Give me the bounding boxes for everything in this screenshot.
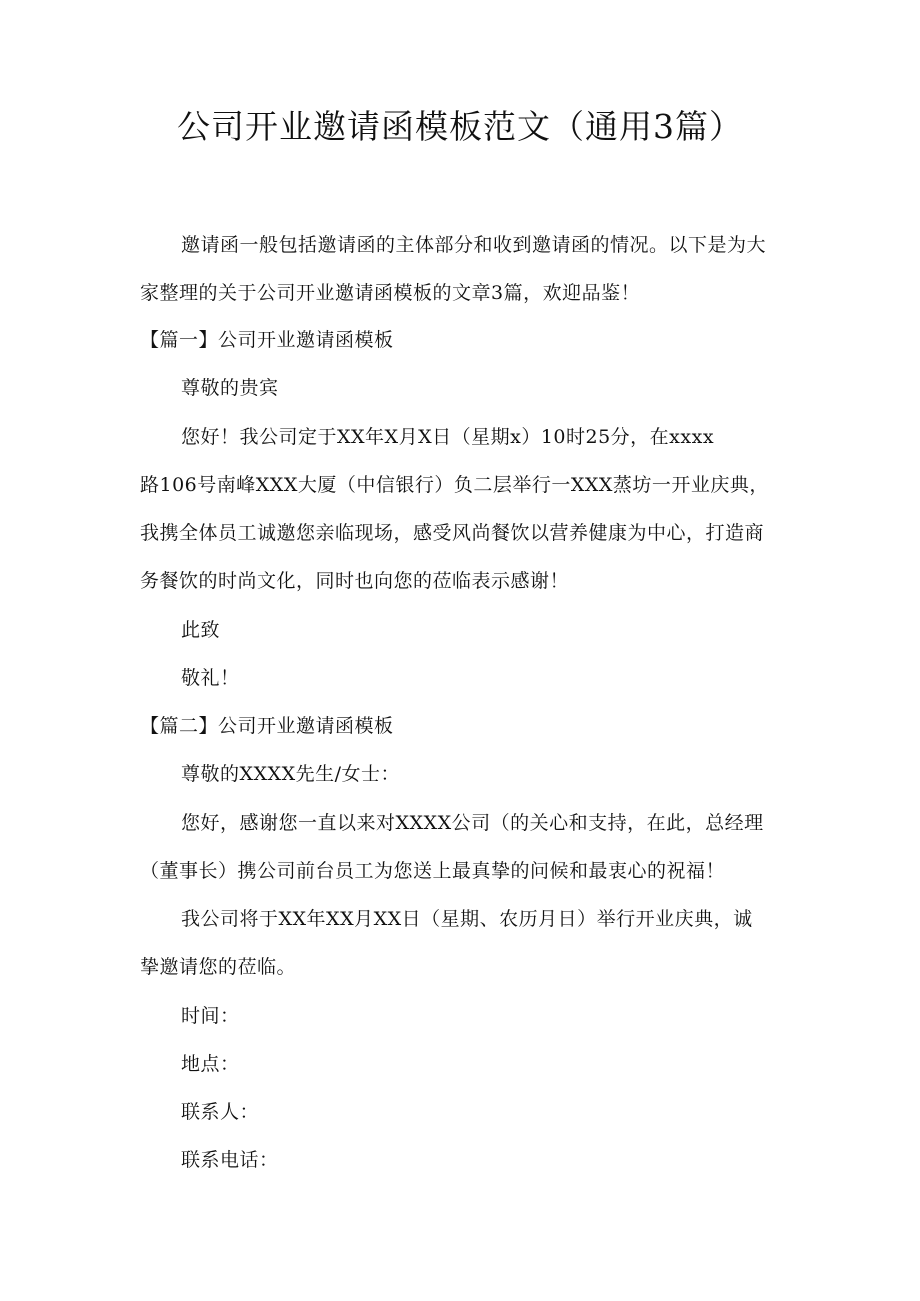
document-title: 公司开业邀请函模板范文（通用3篇） — [177, 107, 743, 146]
section2-heading: 【篇二】公司开业邀请函模板 — [140, 715, 394, 737]
section1-body-line-2: 路106号南峰XXX大厦（中信银行）负二层举行一XXX蒸坊一开业庆典， — [140, 474, 769, 496]
section2-para1-line-2: （董事长）携公司前台员工为您送上最真挚的问候和最衷心的祝福！ — [140, 860, 726, 882]
phone-label: 联系电话： — [181, 1149, 279, 1171]
section1-salutation: 尊敬的贵宾 — [181, 377, 279, 399]
section1-body-line-1: 您好！我公司定于XX年X月X日（星期x）10时25分，在xxxx — [181, 426, 715, 448]
intro-line-2: 家整理的关于公司开业邀请函模板的文章3篇，欢迎品鉴！ — [140, 282, 641, 304]
section1-body-line-4: 务餐饮的时尚文化，同时也向您的莅临表示感谢！ — [140, 570, 570, 592]
section2-para2-line-2: 挚邀请您的莅临。 — [140, 956, 297, 978]
intro-line-1: 邀请函一般包括邀请函的主体部分和收到邀请函的情况。以下是为大 — [181, 234, 767, 256]
section1-closing-2: 敬礼！ — [181, 667, 240, 689]
contact-label: 联系人： — [181, 1101, 260, 1123]
section2-para1-line-1: 您好，感谢您一直以来对XXXX公司（的关心和支持，在此，总经理 — [181, 812, 764, 834]
section2-salutation: 尊敬的XXXX先生/女士： — [181, 763, 401, 785]
time-label: 时间： — [181, 1005, 240, 1027]
section1-heading: 【篇一】公司开业邀请函模板 — [140, 329, 394, 351]
place-label: 地点： — [181, 1053, 240, 1075]
section2-para2-line-1: 我公司将于XX年XX月XX日（星期、农历月日）举行开业庆典，诚 — [181, 908, 753, 930]
section1-body-line-3: 我携全体员工诚邀您亲临现场，感受风尚餐饮以营养健康为中心，打造商 — [140, 522, 765, 544]
section1-closing-1: 此致 — [181, 619, 221, 641]
